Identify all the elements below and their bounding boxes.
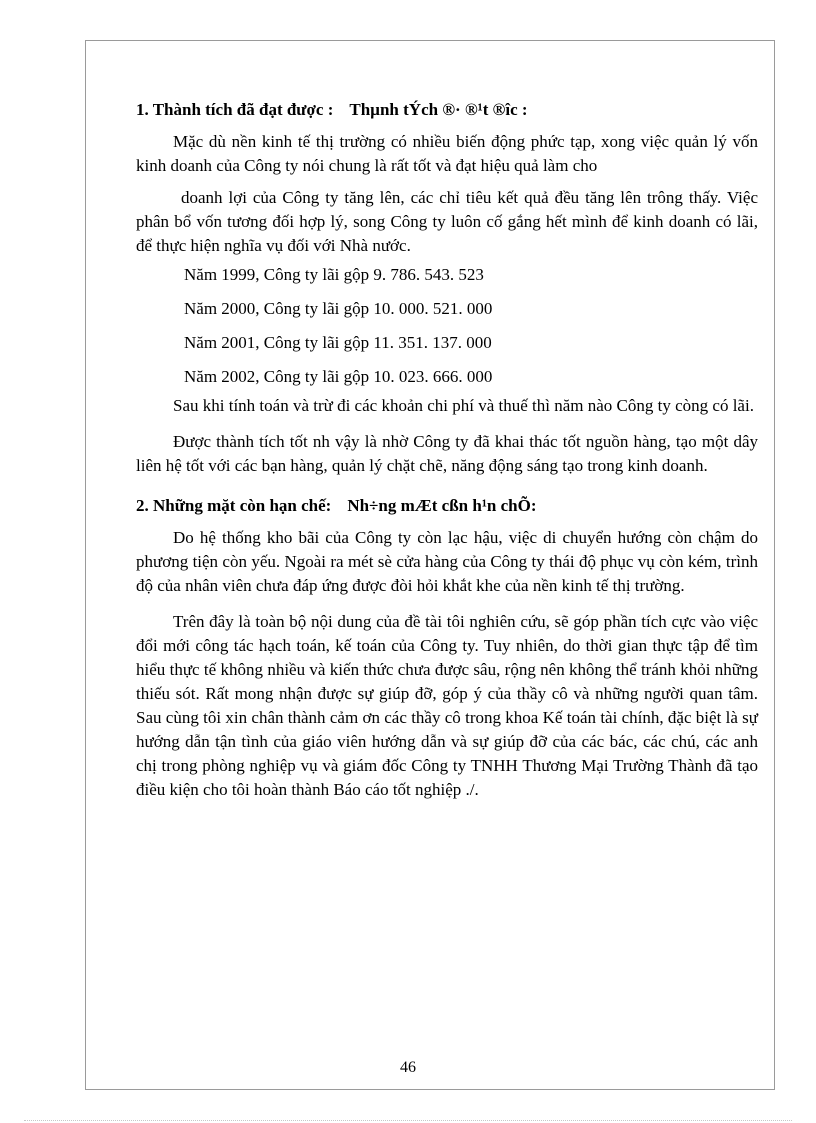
profit-line-2002: Năm 2002, Công ty lãi gộp 10. 023. 666. 000 <box>184 367 493 386</box>
profit-list <box>136 258 758 394</box>
section-2-heading-garbled: Nh÷ng mÆt cßn h¹n chÕ: <box>347 496 537 515</box>
section-2-paragraph-2: Trên đây là toàn bộ nội dung của đề tài tôi nghiên cứu, sẽ góp phần tích cực vào việc đổi mới công tác hạch toán, kế toán của Công ty. Tuy nhiên, do thời gian thực tập để tìm hiểu thực tế không nhiều và kiến thức chưa được sâu, rộng nên không thể tránh khỏi những thiếu sót. Rất mong nhận được sự giúp đỡ, góp ý của thầy cô và những người quan tâm. Sau cùng tôi xin chân thành cảm ơn các thầy cô trong khoa Kế toán tài chính, đặc biệt là sự hướng dẫn tận tình của giáo viên hướng dẫn và sự giúp đỡ của các bác, các chú, các anh chị trong phòng nghiệp vụ và giám đốc Công ty TNHH Thương Mại Trường Thành đã tạo điều kiện cho tôi hoàn thành Báo cáo tốt nghiệp ./. <box>136 612 758 799</box>
section-1-heading <box>136 98 758 122</box>
footer-rule <box>24 1120 792 1121</box>
section-1-paragraph-3: Được thành tích tốt nh vậy là nhờ Công ty đã khai thác tốt nguồn hàng, tạo một dây liên hệ tốt với các bạn hàng, quản lý chặt chẽ, năng động sáng tạo trong kinh doanh. <box>136 432 758 475</box>
section-2-heading <box>136 494 758 518</box>
section-1-paragraph-2: Sau khi tính toán và trừ đi các khoản chi phí và thuế thì năm nào Công ty còng có lãi. <box>173 396 754 415</box>
profit-line-2001: Năm 2001, Công ty lãi gộp 11. 351. 137. 000 <box>184 333 492 352</box>
section-1-paragraph-1a: Mặc dù nền kinh tế thị trường có nhiều biến động phức tạp, xong việc quản lý vốn kinh doanh của Công ty nói chung là rất tốt và đạt hiệu quả làm cho <box>136 132 758 175</box>
section-2-paragraph-1: Do hệ thống kho bãi của Công ty còn lạc hậu, việc di chuyển hướng còn chậm do phương tiện còn yếu. Ngoài ra mét sè cửa hàng của Công ty thái độ phục vụ còn kém, trình độ của nhân viên chưa đáp ứng được đòi hỏi khắt khe của nền kinh tế thị trường. <box>136 528 758 595</box>
profit-line-1999: Năm 1999, Công ty lãi gộp 9. 786. 543. 523 <box>184 265 484 284</box>
section-2-heading-text: 2. Những mặt còn hạn chế: <box>136 496 332 515</box>
profit-line-2000: Năm 2000, Công ty lãi gộp 10. 000. 521. 000 <box>184 299 493 318</box>
document-body <box>136 98 758 802</box>
section-1-heading-garbled: Thµnh tÝch ®· ®¹t ®îc : <box>349 100 528 119</box>
section-1-heading-text: 1. Thành tích đã đạt được : <box>136 100 334 119</box>
section-1-paragraph-1b: doanh lợi của Công ty tăng lên, các chỉ tiêu kết quả đều tăng lên trông thấy. Việc phân bổ vốn tương đối hợp lý, song Công ty luôn cố gắng hết mình để kinh doanh có lãi, để thực hiện nghĩa vụ đối với Nhà nước. <box>136 188 758 255</box>
page-number: 46 <box>400 1059 416 1076</box>
